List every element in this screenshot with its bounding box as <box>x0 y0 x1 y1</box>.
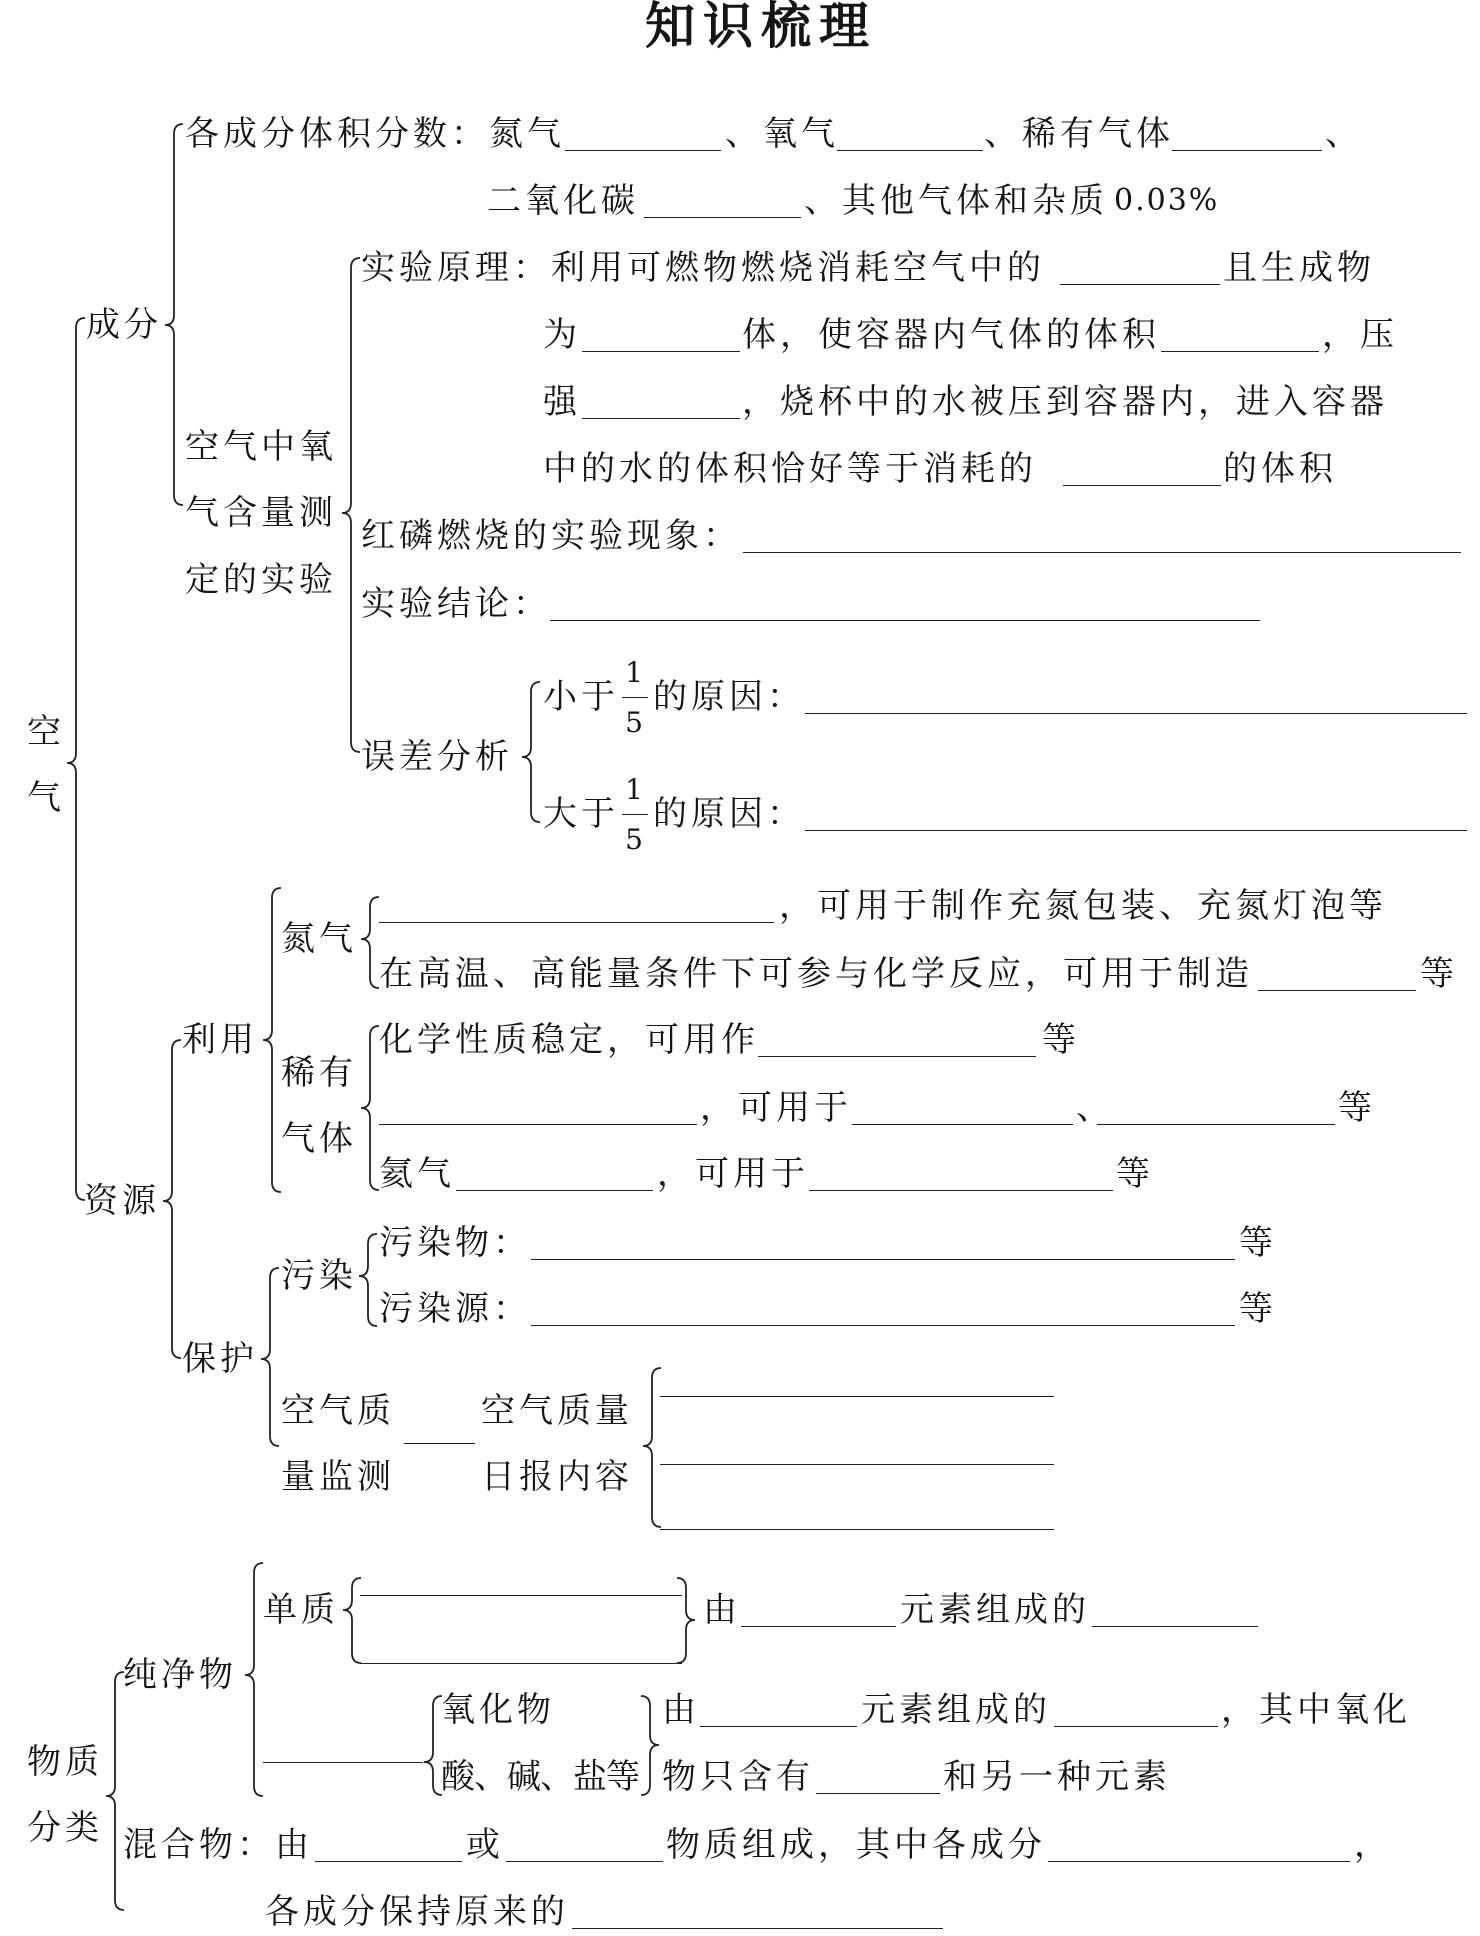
blank-product-state <box>582 351 740 352</box>
mixture-line1-b: 物质组成，其中各成分 <box>666 1825 1046 1865</box>
protect-label: 保护 <box>182 1339 258 1379</box>
monitor-label-2: 量监测 <box>281 1457 395 1497</box>
blank-protective-gas <box>758 1056 1036 1057</box>
use-label: 利用 <box>182 1020 258 1060</box>
blank-conclusion <box>550 620 1260 621</box>
conclusion-label: 实验结论： <box>361 584 551 624</box>
oxygen-test-label-3: 定的实验 <box>185 560 337 600</box>
error-more-fraction-bar <box>622 814 648 815</box>
phenomenon-label: 红磷燃烧的实验现象： <box>361 516 741 556</box>
blank-volume-change <box>1161 351 1319 352</box>
brace-noble-gas <box>361 1026 379 1190</box>
blank-nitrogen-property <box>379 922 774 923</box>
brace-resource <box>163 1040 181 1358</box>
principle-line1-b: 且生成物 <box>1223 248 1375 288</box>
report-label-2: 日报内容 <box>481 1457 633 1497</box>
compound-item-acid-base-salt: 酸、碱、盐等 <box>441 1757 639 1797</box>
pollution-source-label: 污染源： <box>379 1289 531 1329</box>
compound-line1-end: ，其中氧化 <box>1221 1690 1411 1730</box>
helium-label: 氦气 <box>379 1154 455 1194</box>
compound-line2-a: 物只含有 <box>662 1757 814 1797</box>
blank-element-type-2 <box>360 1663 682 1664</box>
element-substance-label: 单质 <box>263 1590 339 1630</box>
blank-helium-use <box>809 1190 1113 1191</box>
blank-consumed-volume <box>1063 485 1221 486</box>
pollutant-end: 等 <box>1239 1223 1277 1263</box>
brace-oxygen-test <box>342 258 360 752</box>
principle-line2-a: 为 <box>543 315 581 355</box>
oxygen-test-label-2: 气含量测 <box>185 493 337 533</box>
blank-compound-kind <box>1054 1726 1218 1727</box>
principle-line2-c: ，压 <box>1322 315 1398 355</box>
air-label-2: 气 <box>27 778 65 818</box>
error-more-prefix: 大于 <box>543 794 619 834</box>
helium-line-mid: ，可用于 <box>657 1154 809 1194</box>
noble-gas-line1: 化学性质稳定，可用作 <box>379 1020 759 1060</box>
page-title: 知识梳理 <box>645 0 877 55</box>
compound-line2-b: 和另一种元素 <box>943 1757 1171 1797</box>
nitrogen-line2-end: 等 <box>1420 954 1458 994</box>
mixture-line1-a: 混合物：由 <box>123 1825 313 1865</box>
blank-consumed-gas <box>1060 284 1220 285</box>
blank-element-kind <box>1092 1626 1258 1627</box>
oxygen-test-label-1: 空气中氧 <box>185 427 337 467</box>
helium-line-end: 等 <box>1116 1154 1154 1194</box>
brace-matter <box>106 1672 124 1910</box>
blank-mixture-count-2 <box>506 1861 663 1862</box>
resource-label: 资源 <box>84 1181 160 1221</box>
element-by: 由 <box>703 1590 741 1630</box>
blank-mixture-reaction <box>1048 1861 1350 1862</box>
brace-pure-substance <box>245 1563 263 1796</box>
blank-element-type-1 <box>360 1595 682 1596</box>
blank-nitrogen-product <box>1258 990 1416 991</box>
blank-light-use-1 <box>852 1124 1073 1125</box>
error-analysis-label: 误差分析 <box>361 737 513 777</box>
blank-mixture-property <box>572 1928 943 1929</box>
blank-report-item-2 <box>660 1464 1054 1465</box>
brace-composition <box>165 124 183 505</box>
principle-line3-a: 强 <box>543 382 581 422</box>
volume-noble-gas: 、稀有气体 <box>984 114 1174 154</box>
brace-protect <box>261 1268 279 1446</box>
volume-others-value: 0.03% <box>1114 183 1220 218</box>
nitrogen-label: 氮气 <box>281 919 357 959</box>
monitor-connector-line <box>404 1443 475 1444</box>
error-less-fraction-bar <box>622 697 648 698</box>
blank-report-item-3 <box>660 1529 1054 1530</box>
volume-intro: 各成分体积分数：氮气 <box>185 114 565 154</box>
nitrogen-line2: 在高温、高能量条件下可参与化学反应，可用于制造 <box>379 954 1253 994</box>
matter-label-2: 分类 <box>27 1808 103 1848</box>
blank-light-use-2 <box>1097 1124 1335 1125</box>
brace-compound-open <box>424 1696 442 1795</box>
compound-by: 由 <box>662 1690 700 1730</box>
brace-report <box>643 1368 661 1527</box>
blank-oxygen-fraction <box>837 150 983 151</box>
principle-line4-a: 中的水的体积恰好等于消耗的 <box>543 449 1037 489</box>
brace-air <box>67 318 85 1200</box>
pure-substance-label: 纯净物 <box>123 1655 237 1695</box>
volume-end-mark: 、 <box>1325 114 1363 154</box>
volume-co2: 二氧化碳 <box>487 181 639 221</box>
error-more-suffix: 的原因： <box>653 794 805 834</box>
air-label-1: 空 <box>27 712 65 752</box>
blank-phenomenon <box>743 552 1461 553</box>
blank-mixture-count-1 <box>315 1861 462 1862</box>
noble-gas-label-1: 稀有 <box>281 1053 357 1093</box>
noble-gas-line2-end: 等 <box>1338 1088 1376 1128</box>
noble-gas-line2-sep: 、 <box>1076 1088 1114 1128</box>
brace-pollution <box>359 1234 377 1326</box>
pollutant-label: 污染物： <box>379 1223 531 1263</box>
pollution-source-end: 等 <box>1239 1289 1277 1329</box>
mixture-or: 或 <box>466 1825 504 1865</box>
matter-label-1: 物质 <box>27 1742 103 1782</box>
blank-helium-property <box>456 1190 653 1191</box>
composition-label: 成分 <box>86 305 162 345</box>
nitrogen-line1: ，可用于制作充氮包装、充氮灯泡等 <box>779 886 1387 926</box>
noble-gas-line1-end: 等 <box>1042 1020 1080 1060</box>
blank-pressure-change <box>582 418 740 419</box>
principle-line2-b: 体，使容器内气体的体积 <box>742 315 1160 355</box>
blank-error-more <box>805 830 1467 831</box>
blank-co2-fraction <box>644 217 801 218</box>
noble-gas-line2-mid: ，可用于 <box>700 1088 852 1128</box>
blank-compound-label <box>263 1762 423 1763</box>
monitor-label-1: 空气质 <box>281 1391 395 1431</box>
mixture-line2: 各成分保持原来的 <box>265 1892 569 1932</box>
brace-error-analysis <box>522 682 540 822</box>
mixture-line1-end: ， <box>1354 1825 1392 1865</box>
blank-report-item-1 <box>660 1396 1054 1397</box>
blank-nitrogen-fraction <box>565 150 721 151</box>
volume-oxygen: 、氧气 <box>725 114 839 154</box>
blank-pollutant <box>531 1259 1235 1260</box>
brace-nitrogen <box>361 897 379 988</box>
brace-compound-close <box>641 1696 659 1795</box>
blank-pollution-source <box>531 1325 1235 1326</box>
error-less-fraction-numerator: 1 <box>625 656 643 689</box>
brace-element-close <box>677 1578 695 1663</box>
brace-use <box>263 888 281 1192</box>
brace-element-open <box>343 1578 361 1663</box>
noble-gas-label-2: 气体 <box>281 1119 357 1159</box>
blank-oxide-element <box>816 1793 940 1794</box>
blank-compound-count <box>700 1726 857 1727</box>
blank-noble-gas-fraction <box>1172 150 1322 151</box>
blank-element-count <box>741 1626 896 1627</box>
error-less-suffix: 的原因： <box>653 677 805 717</box>
compound-composed: 元素组成的 <box>861 1690 1051 1730</box>
blank-light-property <box>379 1124 697 1125</box>
element-composed: 元素组成的 <box>900 1590 1090 1630</box>
compound-item-oxide: 氧化物 <box>441 1690 555 1730</box>
error-more-fraction-numerator: 1 <box>625 773 643 806</box>
error-less-prefix: 小于 <box>543 677 619 717</box>
volume-others: 、其他气体和杂质 <box>804 181 1108 221</box>
principle-line3-b: ，烧杯中的水被压到容器内，进入容器 <box>742 382 1388 422</box>
principle-line1-a: 实验原理：利用可燃物燃烧消耗空气中的 <box>361 248 1045 288</box>
error-more-fraction-denominator: 5 <box>625 823 643 856</box>
principle-line4-b: 的体积 <box>1223 449 1337 489</box>
report-label-1: 空气质量 <box>481 1391 633 1431</box>
error-less-fraction-denominator: 5 <box>625 706 643 739</box>
blank-error-less <box>805 713 1467 714</box>
pollution-label: 污染 <box>281 1256 357 1296</box>
